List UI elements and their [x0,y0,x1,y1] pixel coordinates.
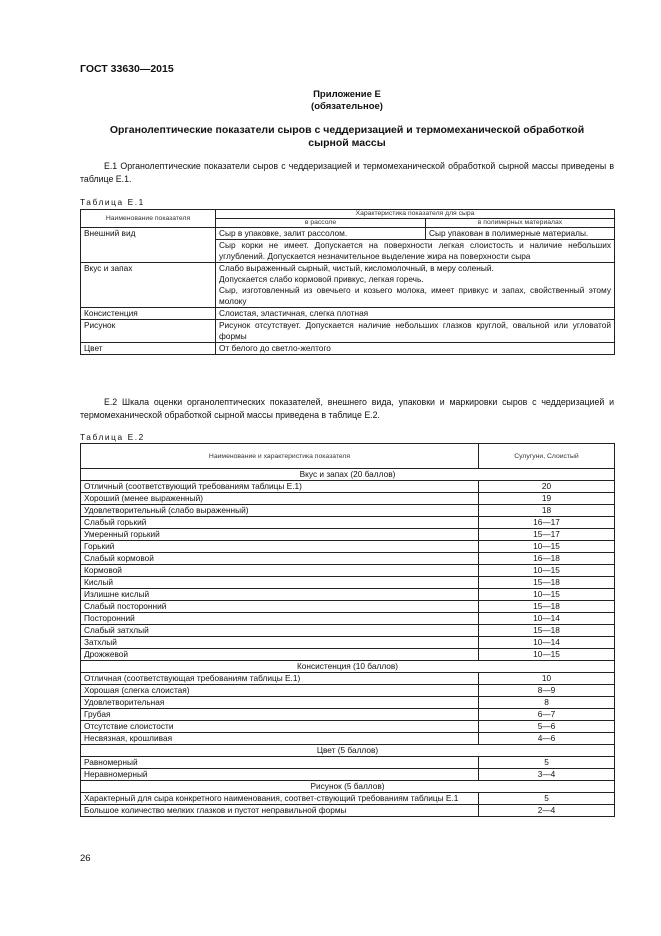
table-row [81,685,615,697]
section-title: Вкус и запах (20 баллов) [81,469,615,481]
table-e2-body [81,444,615,817]
indicator-name: Неравномерный [81,769,479,781]
table-row [81,721,615,733]
indicator-name: Кормовой [81,565,479,577]
appendix-status: (обязательное) [311,101,383,112]
table-row [81,805,615,817]
table-cell: Сыр упакован в полимерные материалы. [426,228,615,240]
indicator-name: Удовлетворительная [81,697,479,709]
indicator-score: 10—14 [479,613,615,625]
table-row [81,444,615,469]
indicator-score: 19 [479,493,615,505]
indicator-score: 15—18 [479,577,615,589]
indicator-name: Слабый посторонний [81,601,479,613]
indicator-score: 16—18 [479,553,615,565]
table-cell: Сыр в упаковке, залит рассолом. [216,228,426,240]
table-row [81,601,615,613]
indicator-name: Посторонний [81,613,479,625]
indicator-score: 8 [479,697,615,709]
section-title: Цвет (5 баллов) [81,745,615,757]
table-row [81,709,615,721]
table-section-row [81,469,615,481]
indicator-name: Отличный (соответствующий требованиям таблицы Е.1) [81,481,479,493]
table-row [81,343,615,355]
indicator-score: 3—4 [479,769,615,781]
table-header-cell: Сулугуни, Слоистый [479,444,615,469]
table-row [81,769,615,781]
indicator-name: Слабый затхлый [81,625,479,637]
indicator-name: Слабый кормовой [81,553,479,565]
indicator-name: Излишне кислый [81,589,479,601]
table-row [81,553,615,565]
indicator-score: 10—14 [479,637,615,649]
table-cell: Рисунок отсутствует. Допускается наличие небольших глазков круглой, овальной или угловатой формы [216,320,615,343]
indicator-score: 15—18 [479,601,615,613]
taste-line: Сыр, изготовленный из овечьего и козьего молока, имеет привкус и запах, свойственный этому молоку [219,285,611,306]
table-cell: Рисунок [81,320,216,343]
indicator-score: 10—15 [479,589,615,601]
table-row [81,637,615,649]
indicator-score: 10—15 [479,649,615,661]
table-row [81,673,615,685]
indicator-score: 4—6 [479,733,615,745]
indicator-name: Отсутствие слоистости [81,721,479,733]
indicator-name: Большое количество мелких глазков и пустот неправильной формы [81,805,479,817]
indicator-name: Отличная (соответствующая требованиям таблицы Е.1) [81,673,479,685]
appendix-subject-line2: сырной массы [308,137,386,149]
table-row [81,565,615,577]
table-cell [216,263,615,308]
table-e1 [80,209,615,355]
table-row [81,529,615,541]
table-row [81,481,615,493]
indicator-score: 18 [479,505,615,517]
indicator-name: Хороший (менее выраженный) [81,493,479,505]
table-header-cell: Наименование и характеристика показателя [81,444,479,469]
indicator-score: 20 [479,481,615,493]
table-header-cell: в полимерных материалах [426,219,615,228]
indicator-name: Хорошая (слегка слоистая) [81,685,479,697]
table-cell: Консистенция [81,308,216,320]
table-e1-caption: Таблица Е.1 [80,197,145,207]
table-row [81,517,615,529]
indicator-score: 6—7 [479,709,615,721]
table-row [81,320,615,343]
indicator-name: Равномерный [81,757,479,769]
section-title: Консистенция (10 баллов) [81,661,615,673]
table-row [81,649,615,661]
table-row [81,757,615,769]
table-row [81,793,615,805]
indicator-score: 8—9 [479,685,615,697]
indicator-score: 10—15 [479,565,615,577]
table-cell: Сыр корки не имеет. Допускается на поверхности легкая слоистость и наличие небольших углублений. Допускается незначительное выделение жира на поверхности сыра [216,240,615,263]
table-header-cell: Наименование показателя [81,210,216,228]
indicator-score: 16—17 [479,517,615,529]
appendix-heading [80,89,614,113]
appendix-subject-line1: Органолептические показатели сыров с чеддеризацией и термомеханической обработкой [109,124,585,136]
table-row [81,210,615,219]
table-cell: Внешний вид [81,228,216,263]
table-row [81,263,615,308]
indicator-score: 5 [479,757,615,769]
indicator-name: Удовлетворительный (слабо выраженный) [81,505,479,517]
taste-line: Допускается слабо кормовой привкус, легкая горечь. [219,274,424,284]
indicator-score: 15—17 [479,529,615,541]
indicator-name: Умеренный горький [81,529,479,541]
table-header-cell: в рассоле [216,219,426,228]
table-row [81,733,615,745]
appendix-subject [80,124,614,150]
appendix-title: Приложение Е [313,89,381,100]
table-section-row [81,661,615,673]
table-row [81,625,615,637]
table-cell: Вкус и запах [81,263,216,308]
indicator-score: 5—6 [479,721,615,733]
table-row [81,505,615,517]
table-e2-caption: Таблица Е.2 [80,432,145,442]
indicator-name: Затхлый [81,637,479,649]
indicator-name: Дрожжевой [81,649,479,661]
table-row [81,577,615,589]
table-header-cell: Характеристика показателя для сыра [216,210,615,219]
indicator-name: Кислый [81,577,479,589]
indicator-name: Грубая [81,709,479,721]
indicator-name: Горький [81,541,479,553]
table-row [81,697,615,709]
indicator-name: Несвязная, крошливая [81,733,479,745]
table-row [81,541,615,553]
section-title: Рисунок (5 баллов) [81,781,615,793]
taste-line: Слабо выраженный сырный, чистый, кисломолочный, в меру соленый. [219,263,494,273]
indicator-score: 10 [479,673,615,685]
table-e2 [80,443,615,817]
table-cell: От белого до светло-желтого [216,343,615,355]
paragraph-e1: Е.1 Органолептические показатели сыров с чеддеризацией и термомеханической обработкой сырной массы приведены в таблице Е.1. [80,161,614,184]
table-cell: Цвет [81,343,216,355]
table-row [81,228,615,240]
table-row [81,493,615,505]
indicator-score: 5 [479,793,615,805]
document-header: ГОСТ 33630—2015 [80,63,174,75]
table-section-row [81,781,615,793]
indicator-score: 2—4 [479,805,615,817]
table-row [81,589,615,601]
table-cell: Слоистая, эластичная, слегка плотная [216,308,615,320]
indicator-name: Характерный для сыра конкретного наименования, соответ-ствующий требованиям таблицы Е.1 [81,793,479,805]
page-number: 26 [80,853,91,864]
table-row [81,308,615,320]
paragraph-e2: Е.2 Шкала оценки органолептических показателей, внешнего вида, упаковки и маркировки сыров с чеддеризацией и термомеханической обработкой сырной массы приведена в таблице Е.2. [80,397,614,420]
indicator-score: 10—15 [479,541,615,553]
table-row [81,613,615,625]
indicator-score: 15—18 [479,625,615,637]
table-section-row [81,745,615,757]
indicator-name: Слабый горький [81,517,479,529]
